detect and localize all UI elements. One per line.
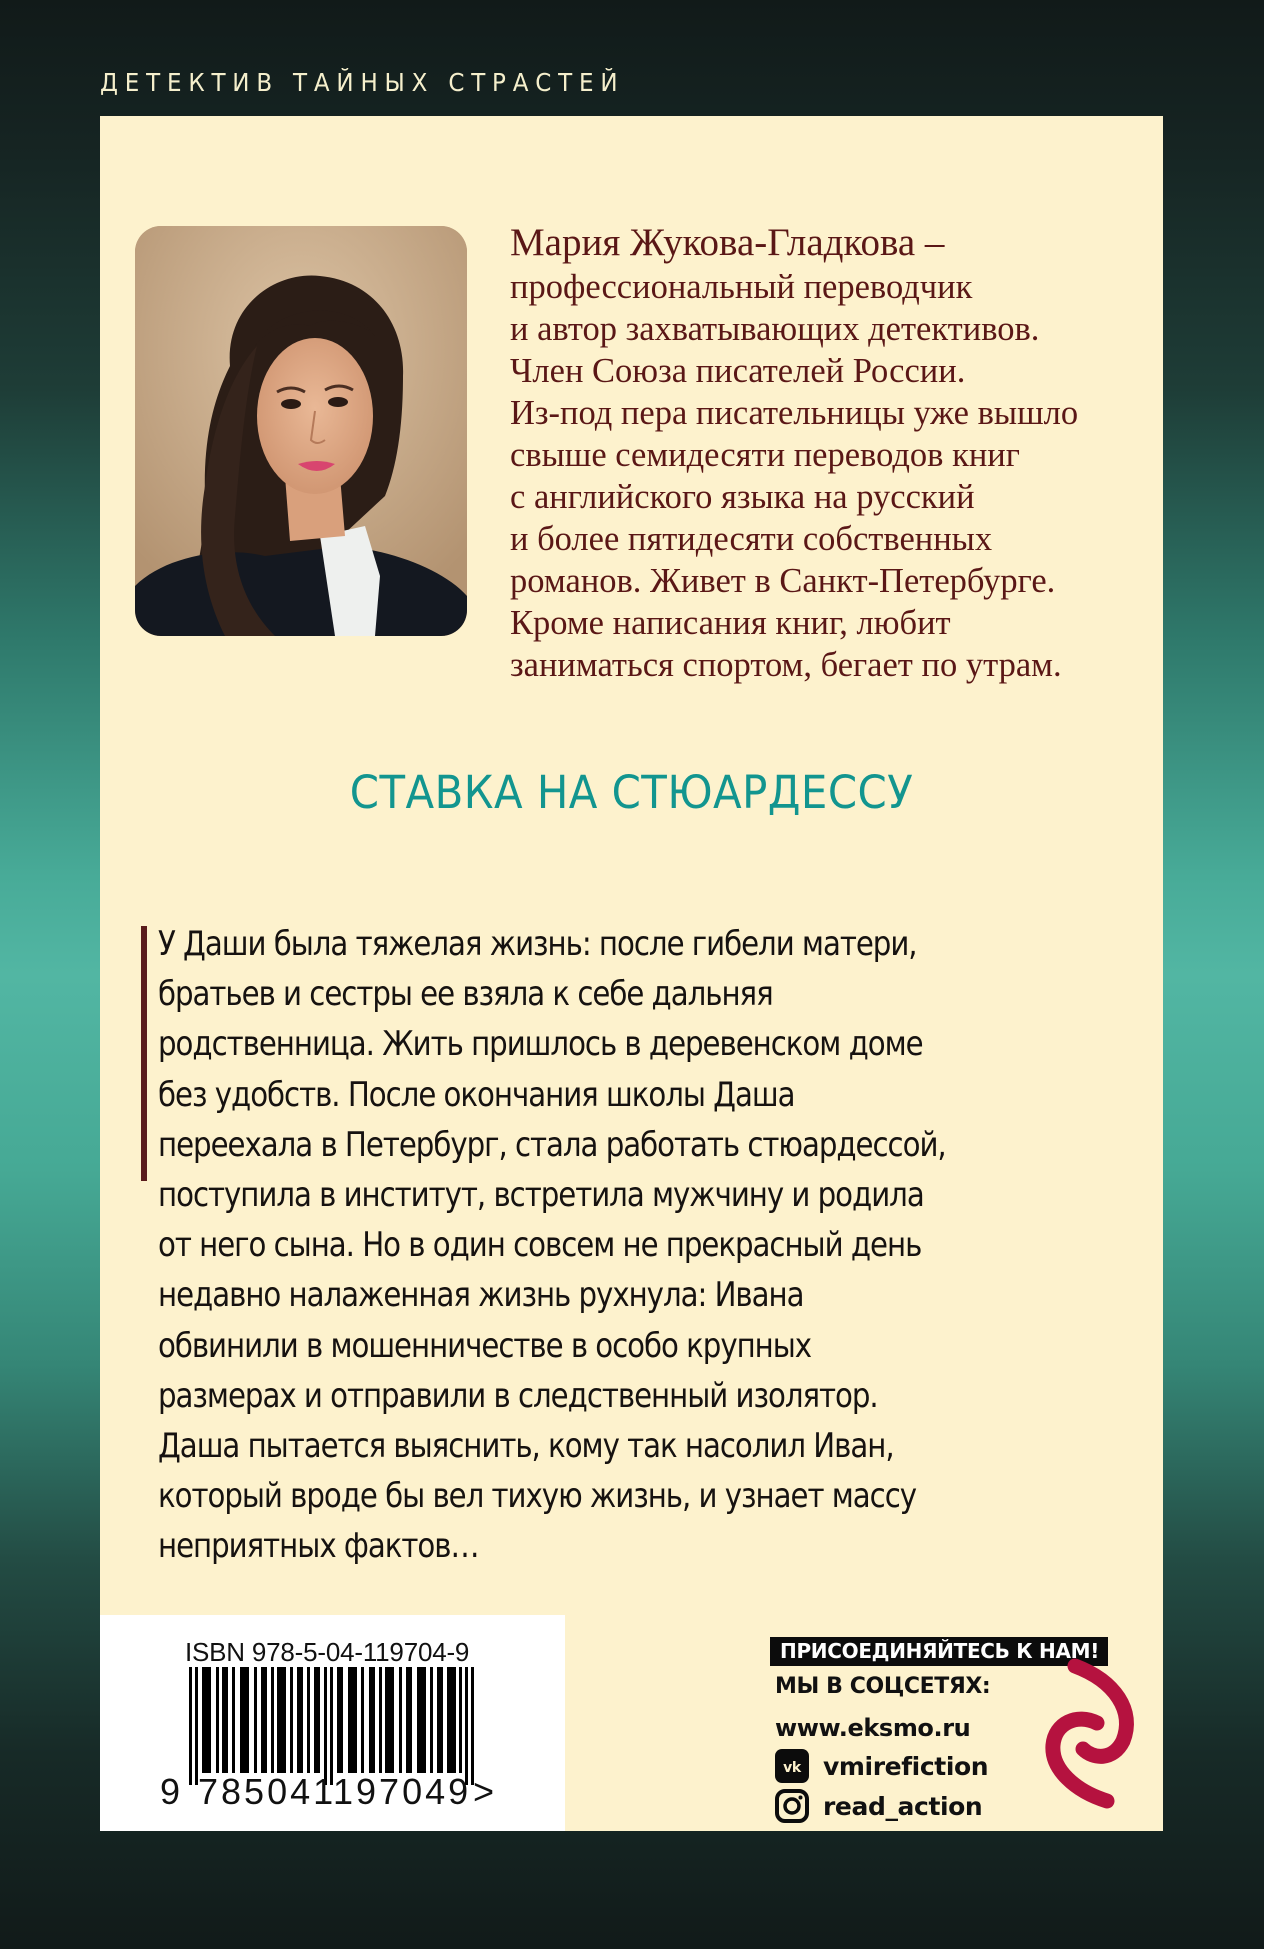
synopsis-line: родственница. Жить пришлось в деревенском доме bbox=[158, 1024, 923, 1065]
isbn-barcode-box bbox=[100, 1615, 565, 1831]
synopsis-line: неприятных фактов… bbox=[158, 1526, 479, 1567]
book-title: СТАВКА НА СТЮАРДЕССУ bbox=[349, 766, 914, 819]
instagram-link[interactable] bbox=[775, 1789, 982, 1823]
eksmo-logo-icon bbox=[1035, 1641, 1145, 1811]
synopsis-line: недавно налаженная жизнь рухнула: Ивана bbox=[158, 1275, 804, 1316]
synopsis-line: переехала в Петербург, стала работать стюардессой, bbox=[158, 1124, 946, 1165]
vk-link[interactable] bbox=[775, 1749, 988, 1783]
bio-line: и автор захватывающих детективов. bbox=[510, 310, 1040, 348]
bio-line: свыше семидесяти переводов книг bbox=[510, 436, 1020, 474]
author-photo bbox=[135, 226, 467, 636]
bio-line: заниматься спортом, бегает по утрам. bbox=[510, 646, 1062, 684]
synopsis-line: от него сына. Но в один совсем не прекрасный день bbox=[158, 1225, 922, 1266]
bio-line: Из-под пера писательницы уже вышло bbox=[510, 394, 1079, 432]
barcode-digits bbox=[160, 1771, 520, 1815]
instagram-icon bbox=[775, 1789, 809, 1823]
barcode-first-digit: 9 bbox=[160, 1771, 181, 1812]
back-cover-panel bbox=[100, 116, 1163, 1831]
synopsis-line: поступила в институт, встретила мужчину и родила bbox=[158, 1175, 924, 1216]
barcode-right-group: 197049 bbox=[333, 1771, 472, 1812]
author-portrait-icon bbox=[135, 226, 467, 636]
bio-line: Кроме написания книг, любит bbox=[510, 604, 951, 642]
author-bio bbox=[510, 220, 1150, 686]
bio-line: с английского языка на русский bbox=[510, 478, 975, 516]
series-label: ДЕТЕКТИВ ТАЙНЫХ СТРАСТЕЙ bbox=[100, 68, 625, 97]
bio-line: романов. Живет в Санкт-Петербурге. bbox=[510, 562, 1056, 600]
join-us-badge: ПРИСОЕДИНЯЙТЕСЬ К НАМ! bbox=[770, 1637, 1108, 1666]
synopsis-line: размерах и отправили в следственный изолятор. bbox=[158, 1375, 878, 1416]
synopsis-line: без удобств. После окончания школы Даша bbox=[158, 1074, 795, 1115]
synopsis-line: обвинили в мошенничестве в особо крупных bbox=[158, 1325, 812, 1366]
isbn-label: ISBN 978-5-04-119704-9 bbox=[185, 1637, 470, 1667]
bio-line: Член Союза писателей России. bbox=[510, 352, 966, 390]
website-link[interactable]: www.eksmo.ru bbox=[775, 1714, 971, 1742]
vk-icon bbox=[775, 1749, 809, 1783]
synopsis-line: который вроде бы вел тихую жизнь, и узнает массу bbox=[158, 1476, 917, 1517]
synopsis-accent-bar bbox=[141, 926, 147, 1181]
author-name: Мария Жукова-Гладкова – bbox=[510, 221, 945, 264]
book-synopsis bbox=[158, 919, 1148, 1572]
synopsis-line: У Даши была тяжелая жизнь: после гибели матери, bbox=[158, 924, 917, 964]
bio-line: профессиональный переводчик bbox=[510, 268, 973, 306]
vk-handle: vmirefiction bbox=[823, 1751, 989, 1781]
barcode-left-group: 785041 bbox=[198, 1771, 337, 1812]
synopsis-line: братьев и сестры ее взяла к себе дальняя bbox=[158, 974, 773, 1015]
barcode-quiet-mark: > bbox=[473, 1771, 495, 1812]
bio-line: и более пятидесяти собственных bbox=[510, 520, 993, 558]
instagram-handle: read_action bbox=[823, 1791, 983, 1821]
social-networks-label: МЫ В СОЦСЕТЯХ: bbox=[775, 1674, 991, 1699]
synopsis-line: Даша пытается выяснить, кому так насолил Иван, bbox=[158, 1426, 894, 1467]
svg-text:vk: vk bbox=[783, 1760, 801, 1776]
